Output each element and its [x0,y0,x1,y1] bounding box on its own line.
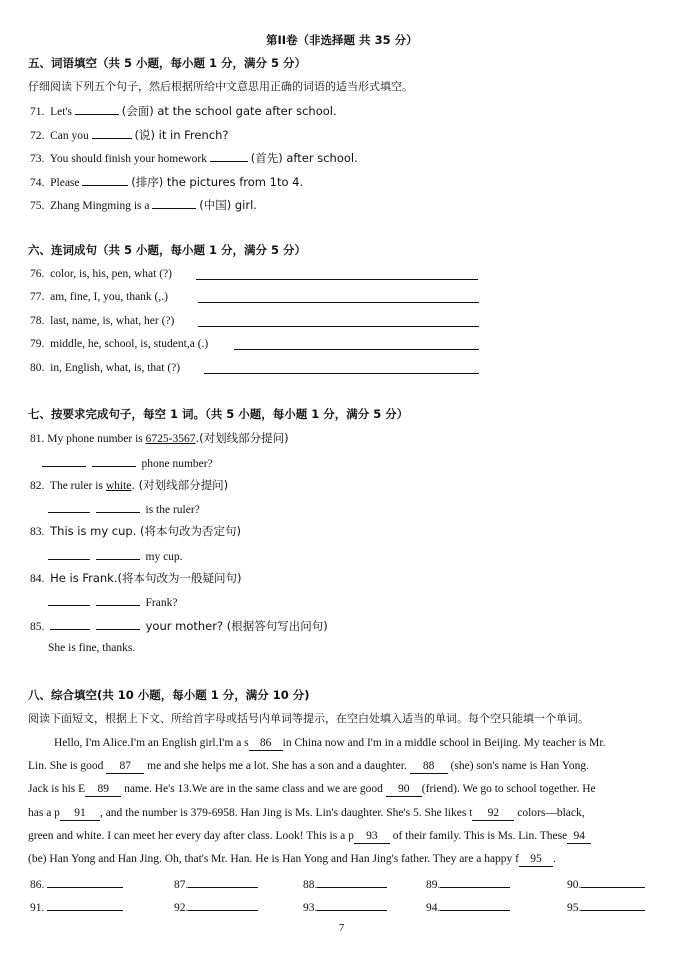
answer-number: 87. [174,879,189,891]
answer-number: 88. [303,879,318,891]
answer-blank[interactable] [48,594,90,606]
passage-line-2 [28,759,589,774]
question-number: 80. [30,362,45,374]
question-number: 71. [30,106,45,118]
answer-tail: Frank? [145,597,178,609]
passage-text: Hello, I'm Alice.I'm an English girl.I'm a s [54,737,249,749]
answer-blank[interactable] [317,899,387,911]
answer-tail: phone number? [141,458,213,470]
question-73 [30,150,358,166]
answer-blank[interactable] [48,548,90,560]
question-number: 77. [30,291,45,303]
question-text: (中国) girl. [199,198,257,212]
passage-text: green and white. I can meet her every day after class. Look! This is a p [28,830,354,842]
gap-86[interactable]: 86 [249,737,283,751]
passage-line-4 [28,806,585,821]
answer-blank[interactable] [96,501,140,513]
answer-slot-91 [30,899,123,915]
answer-blank[interactable] [188,876,258,888]
underlined-part: 6725-3567 [145,433,196,445]
question-text: (排序) the pictures from 1to 4. [131,175,304,189]
answer-slot-92 [174,899,258,915]
question-78 [30,314,174,328]
question-text: Can you [50,130,89,142]
answer-slot-88 [303,876,387,892]
gap-89[interactable]: 89 [85,783,121,797]
word-list: last, name, is, what, her (?) [50,315,175,327]
answer-number: 92. [174,902,189,914]
answer-blank[interactable] [188,899,258,911]
answer-slot-94 [426,899,510,915]
passage-text: me and she helps me a lot. She has a son and a daughter. [147,760,407,772]
question-text: You should finish your homework [49,153,207,165]
passage-text: has a p [28,807,60,819]
question-72 [30,127,229,143]
passage-text: in China now and I'm in a middle school in Beijing. My teacher is Mr. [282,737,606,749]
answer-slot-93 [303,899,387,915]
section8-heading: 八、综合填空(共 10 小题，每小题 1 分，满分 10 分) [28,688,310,702]
answer-slot-89 [426,876,510,892]
instruction-text: .(对划线部分提问) [195,431,289,445]
answer-slot-90 [567,876,645,892]
section6-heading: 六、连词成句（共 5 小题，每小题 1 分，满分 5 分） [28,243,307,257]
question-text: (会面) at the school gate after school. [121,104,337,118]
answer-blank[interactable] [152,197,196,209]
answer-slot-95 [567,899,645,915]
passage-text: , and the number is 379-6958. Han Jing is Ms. Lin's daughter. She's 5. She likes t [99,807,473,819]
question-text: your mother? (根据答句写出问句) [145,619,328,633]
answer-blank[interactable] [50,618,90,630]
answer-blank[interactable] [96,548,140,560]
question-number: 79. [30,338,45,350]
question-text: Zhang Mingming is a [50,200,150,212]
answer-number: 94. [426,902,441,914]
page-number: 7 [339,923,345,934]
answer-blank[interactable] [210,150,248,162]
word-list: middle, he, school, is, student,a (.) [50,338,209,350]
word-list: in, English, what, is, that (?) [50,362,181,374]
question-text: The ruler is [49,480,106,492]
answer-blank[interactable] [317,876,387,888]
question-77 [30,290,168,304]
question-number: 85. [30,621,45,633]
question-number: 83. [30,526,45,538]
gap-92[interactable]: 92 [472,807,514,821]
answer-blank[interactable] [96,618,140,630]
question-80 [30,361,180,375]
question-number: 78. [30,315,45,327]
answer-number: 86. [30,879,45,891]
answer-tail: my cup. [145,551,183,563]
question-text: My phone number is [47,433,146,445]
question-82 [30,478,228,493]
answer-blank[interactable] [92,455,136,467]
gap-94[interactable]: 94 [567,830,591,844]
answer-number: 95. [567,902,582,914]
answer-slot-87 [174,876,258,892]
answer-blank[interactable] [581,876,645,888]
answer-reply-85: She is fine, thanks. [48,642,136,654]
question-number: 84. [30,573,45,585]
question-number: 73. [30,153,45,165]
answer-line[interactable] [196,279,478,280]
question-76 [30,267,172,281]
passage-line-3 [28,782,596,797]
passage-text: (be) Han Yong and Han Jing. Oh, that's Mr. Han. He is Han Yong and Han Jing's father. They are a happy f [28,853,520,865]
section5-instruction: 仔细阅读下列五个句子，然后根据所给中文意思用正确的词语的适当形式填空。 [28,80,413,93]
passage-line-5 [28,829,591,844]
question-number: 81. [30,433,45,445]
answer-blank[interactable] [47,899,123,911]
section7-heading: 七、按要求完成句子，每空 1 词。（共 5 小题，每小题 1 分，满分 5 分） [28,407,409,421]
answer-blank[interactable] [42,455,86,467]
question-79 [30,337,208,351]
answer-blank[interactable] [440,899,510,911]
question-text: He is Frank.(将本句改为一般疑问句) [50,571,242,585]
section5-heading: 五、词语填空（共 5 小题，每小题 1 分，满分 5 分） [28,56,307,70]
gap-87[interactable]: 87 [106,760,144,774]
word-list: color, is, his, pen, what (?) [50,268,172,280]
question-84 [30,571,241,586]
underlined-part: white [105,480,132,492]
question-75 [30,197,257,213]
answer-blank[interactable] [96,594,140,606]
question-text: Please [50,177,80,189]
passage-text: Lin. She is good [28,760,104,772]
gap-91[interactable]: 91 [60,807,100,821]
answer-blank[interactable] [440,876,510,888]
answer-line[interactable] [198,326,479,327]
question-number: 82. [30,480,45,492]
answer-blank[interactable] [48,501,90,513]
question-74 [30,174,303,190]
question-text: This is my cup. (将本句改为否定句) [50,524,241,538]
question-85 [30,618,328,634]
question-71 [30,103,337,119]
passage-text: . [553,853,556,865]
passage-text: (she) son's name is Han Yong. [450,760,590,772]
question-number: 75. [30,200,45,212]
question-number: 74. [30,177,45,189]
answer-row-81 [42,455,213,471]
answer-row-82 [48,501,200,517]
answer-number: 90. [567,879,582,891]
answer-blank[interactable] [75,103,119,115]
answer-slot-86 [30,876,123,892]
gap-95[interactable]: 95 [519,853,553,867]
question-text: (首先) after school. [250,151,358,165]
passage-line-6 [28,852,556,867]
answer-blank[interactable] [47,876,123,888]
gap-88[interactable]: 88 [410,760,448,774]
question-text: (说) it in French? [134,128,229,142]
answer-line[interactable] [198,302,479,303]
passage-line-1 [54,736,605,751]
passage-text: (friend). We go to school together. He [421,783,596,795]
instruction-text: . (对划线部分提问) [131,478,229,492]
answer-blank[interactable] [82,174,128,186]
question-number: 76. [30,268,45,280]
passage-text: name. He's 13.We are in the same class and we are good [124,783,383,795]
gap-90[interactable]: 90 [386,783,422,797]
part-title: 第II卷（非选择题 共 35 分） [266,33,418,47]
section8-instruction: 阅读下面短文，根据上下文、所给首字母或括号内单词等提示，在空白处填入适当的单词。每个空只能填一个单词。 [28,712,589,725]
answer-line[interactable] [234,349,479,350]
answer-number: 89. [426,879,441,891]
answer-row-84 [48,594,177,610]
answer-row-83 [48,548,183,564]
passage-text: of their family. This is Ms. Lin. These [392,830,568,842]
answer-number: 91. [30,902,45,914]
question-83 [30,524,241,539]
word-list: am, fine, I, you, thank (,.) [50,291,168,303]
question-81 [30,431,289,446]
answer-tail: is the ruler? [145,504,200,516]
question-number: 72. [30,130,45,142]
answer-number: 93. [303,902,318,914]
gap-93[interactable]: 93 [354,830,390,844]
answer-blank[interactable] [581,899,645,911]
answer-line[interactable] [204,373,479,374]
answer-blank[interactable] [92,127,132,139]
passage-text: Jack is his E [28,783,86,795]
question-text: Let's [50,106,72,118]
passage-text: colors—black, [517,807,585,819]
